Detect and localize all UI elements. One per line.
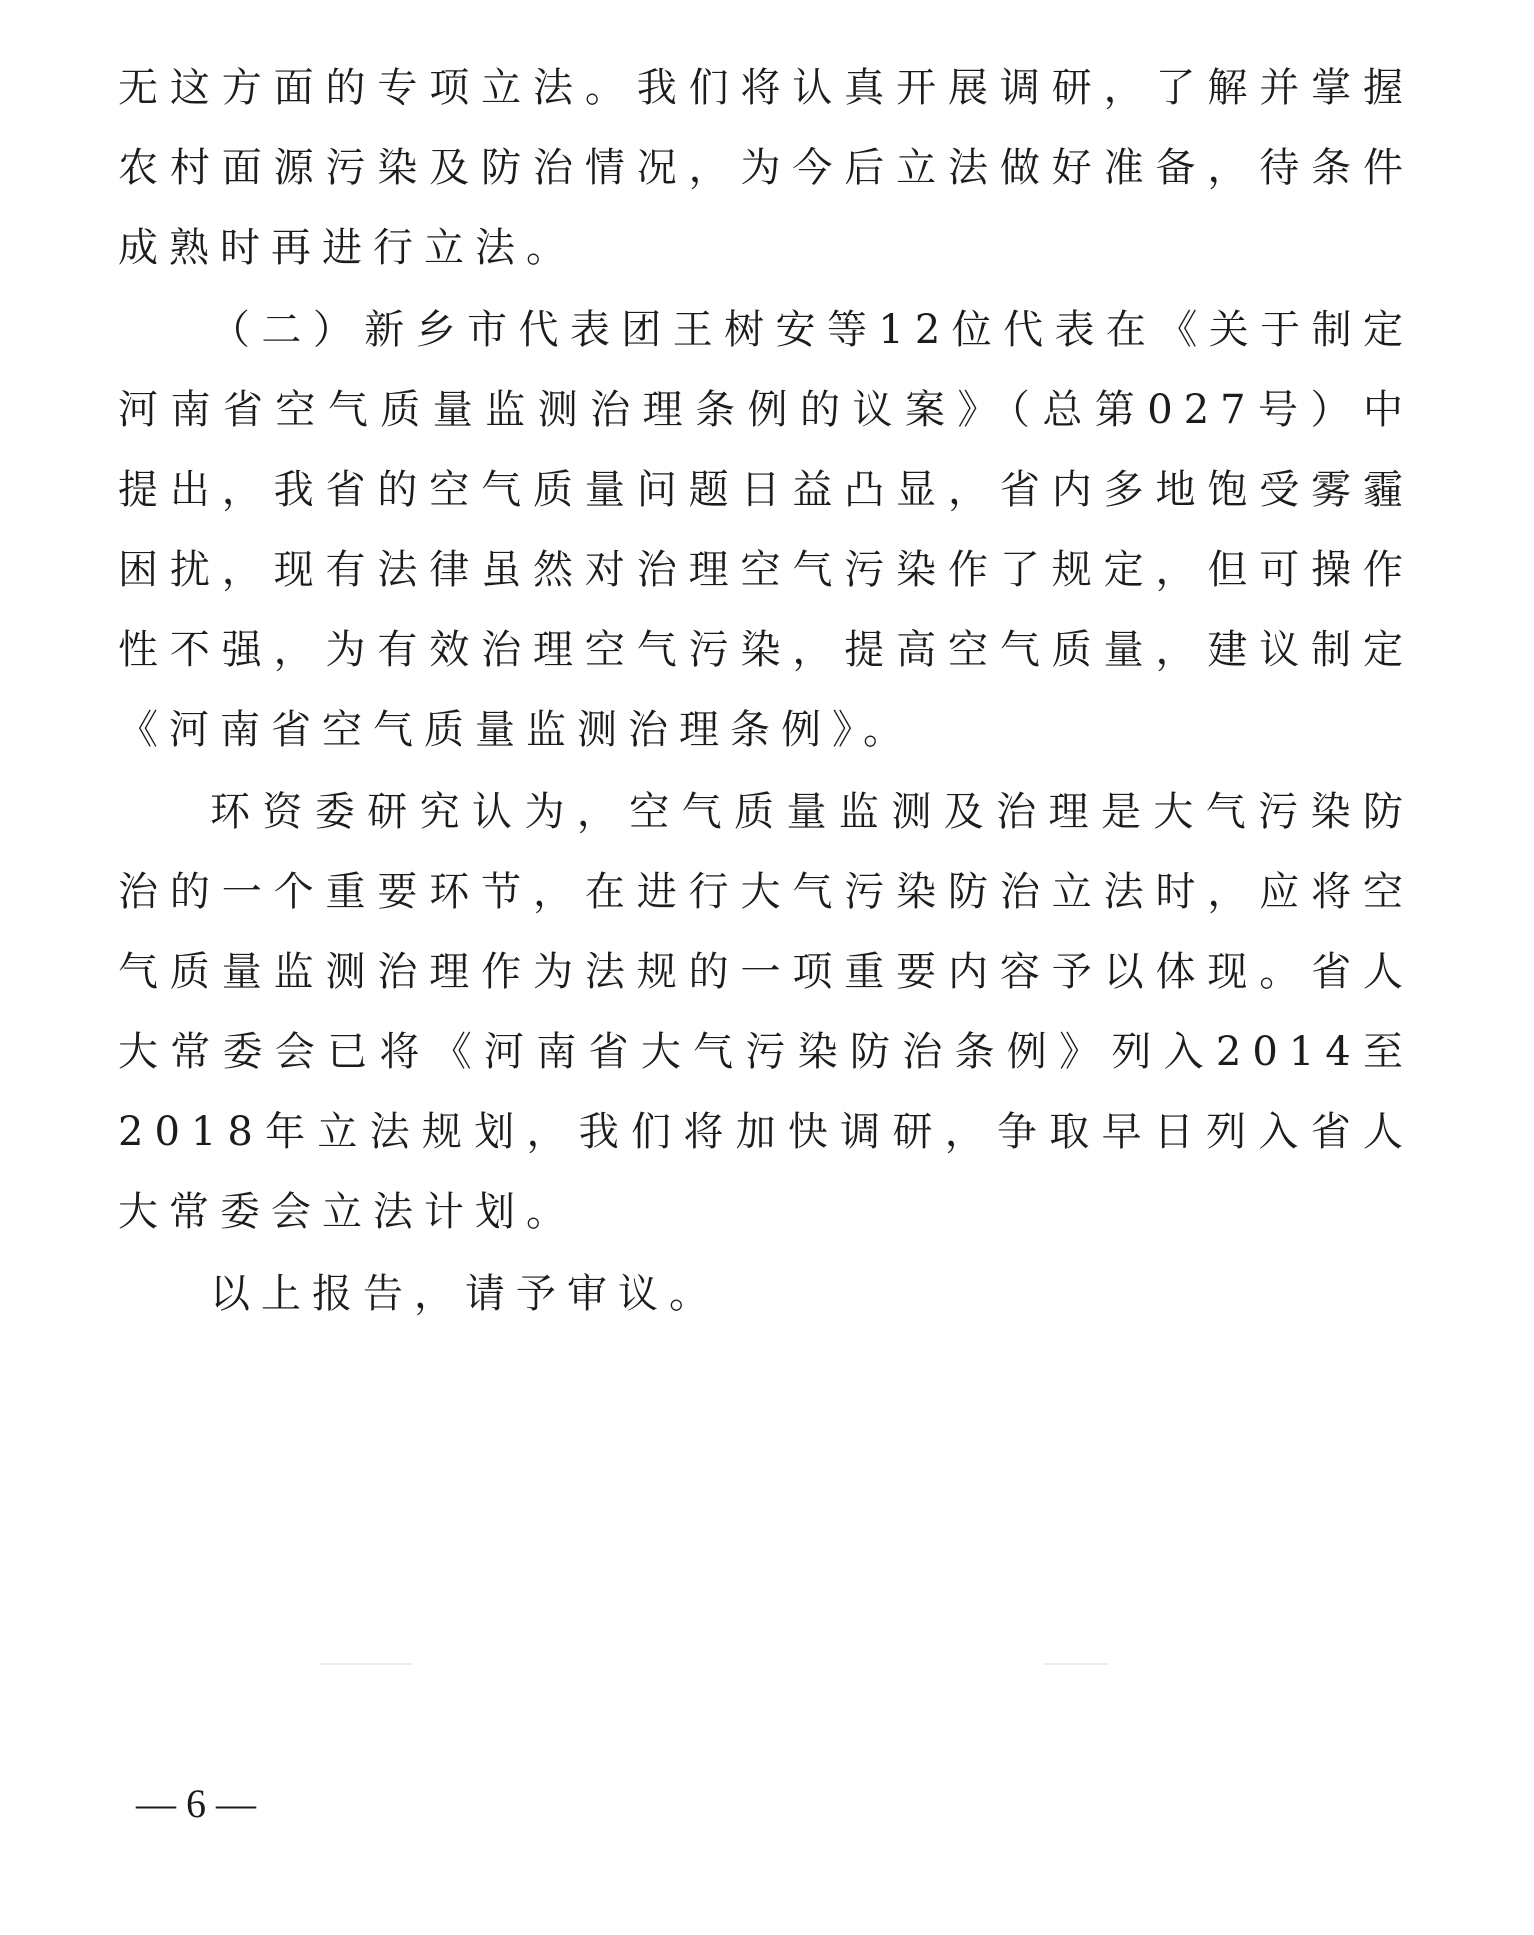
scan-artifact [1044, 1663, 1108, 1665]
paragraph-closing: 以上报告，请予审议。 [210, 1271, 720, 1317]
scan-artifact [320, 1663, 412, 1665]
paragraph-committee-opinion: 环资委研究认为，空气质量监测及治理是大气污染防治的一个重要环节，在进行大气污染防治立法时，应将空气质量监测治理作为法规的一项重要内容予以体现。省人大常委会已将《河南省大气污染防治条例》列入2014至2018年立法规划，我们将加快调研，争取早日列入省人大常委会立法计划。 [118, 789, 1414, 1235]
page-number: — 6 — [136, 1781, 256, 1826]
body-text [118, 48, 1414, 1334]
paragraph-continuation: 无这方面的专项立法。我们将认真开展调研，了解并掌握农村面源污染及防治情况，为今后立法做好准备，待条件成熟时再进行立法。 [118, 65, 1414, 271]
paragraph-motion-027: （二）新乡市代表团王树安等12位代表在《关于制定河南省空气质量监测治理条例的议案》（总第027号）中提出，我省的空气质量问题日益凸显，省内多地饱受雾霾困扰，现有法律虽然对治理空气污染作了规定，但可操作性不强，为有效治理空气污染，提高空气质量，建议制定《河南省空气质量监测治理条例》。 [118, 307, 1414, 753]
